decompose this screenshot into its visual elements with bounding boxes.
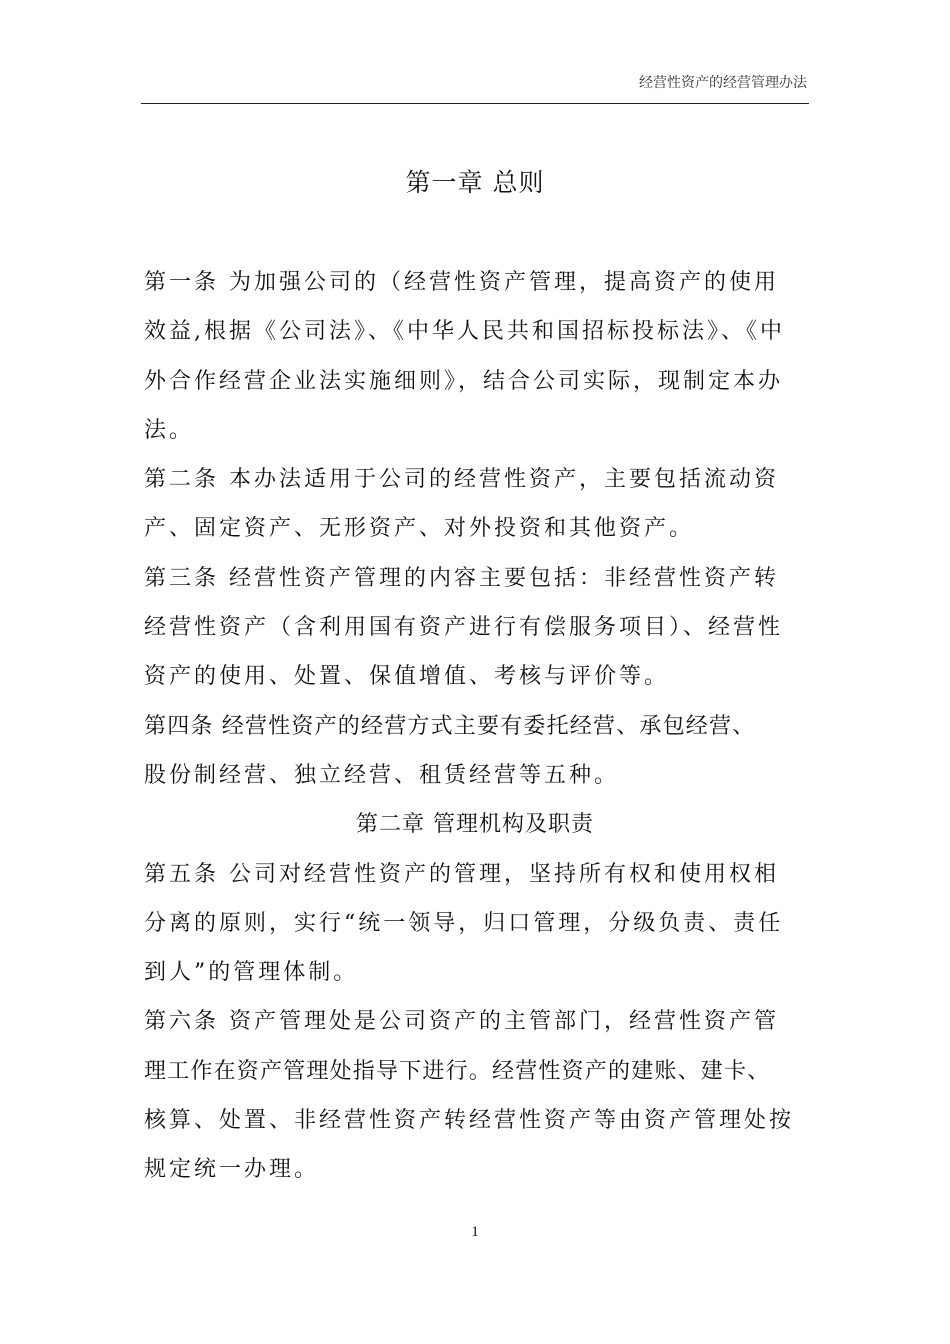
article-6-line-1: 第六条 资产管理处是公司资产的主管部门，经营性资产管	[144, 1009, 779, 1035]
running-header: 经营性资产的经营管理办法	[639, 75, 807, 91]
article-1-line-4: 法。	[144, 417, 195, 443]
article-5-line-3: 到人”的管理体制。	[144, 960, 359, 986]
page-number: 1	[471, 1224, 479, 1240]
article-4-line-2: 股份制经营、独立经营、租赁经营等五种。	[144, 762, 620, 788]
article-3-line-2: 经营性资产（含利用国有资产进行有偿服务项目）、经营性	[144, 615, 784, 641]
chapter-1-title: 第一章 总则	[405, 168, 545, 197]
article-3-line-1: 第三条 经营性资产管理的内容主要包括：非经营性资产转	[144, 565, 779, 591]
article-1-line-3: 外合作经营企业法实施细则》，结合公司实际，现制定本办	[144, 368, 784, 394]
article-6-line-3: 核算、处置、非经营性资产转经营性资产等由资产管理处按	[144, 1108, 795, 1134]
article-6-line-2: 理工作在资产管理处指导下进行。经营性资产的建账、建卡、	[144, 1058, 771, 1084]
header-divider	[141, 103, 809, 104]
article-1-line-1: 第一条 为加强公司的（经营性资产管理，提高资产的使用	[144, 270, 779, 295]
article-5-line-2: 分离的原则，实行“统一领导，归口管理，分级负责、责任	[144, 910, 784, 936]
article-2-line-1: 第二条 本办法适用于公司的经营性资产，主要包括流动资	[144, 467, 779, 493]
document-body	[144, 258, 824, 1195]
article-6-line-4: 规定统一办理。	[144, 1157, 320, 1183]
chapter-2-title: 第二章 管理机构及职责	[356, 812, 594, 838]
article-4-line-1: 第四条 经营性资产的经营方式主要有委托经营、承包经营、	[144, 713, 756, 739]
article-1-line-2: 效益,根据《公司法》、《中华人民共和国招标投标法》、《中	[144, 319, 785, 345]
article-5-line-1: 第五条 公司对经营性资产的管理，坚持所有权和使用权相	[144, 861, 779, 887]
article-3-line-3: 资产的使用、处置、保值增值、考核与评价等。	[144, 664, 670, 690]
article-2-line-2: 产、固定资产、无形资产、对外投资和其他资产。	[144, 516, 695, 542]
